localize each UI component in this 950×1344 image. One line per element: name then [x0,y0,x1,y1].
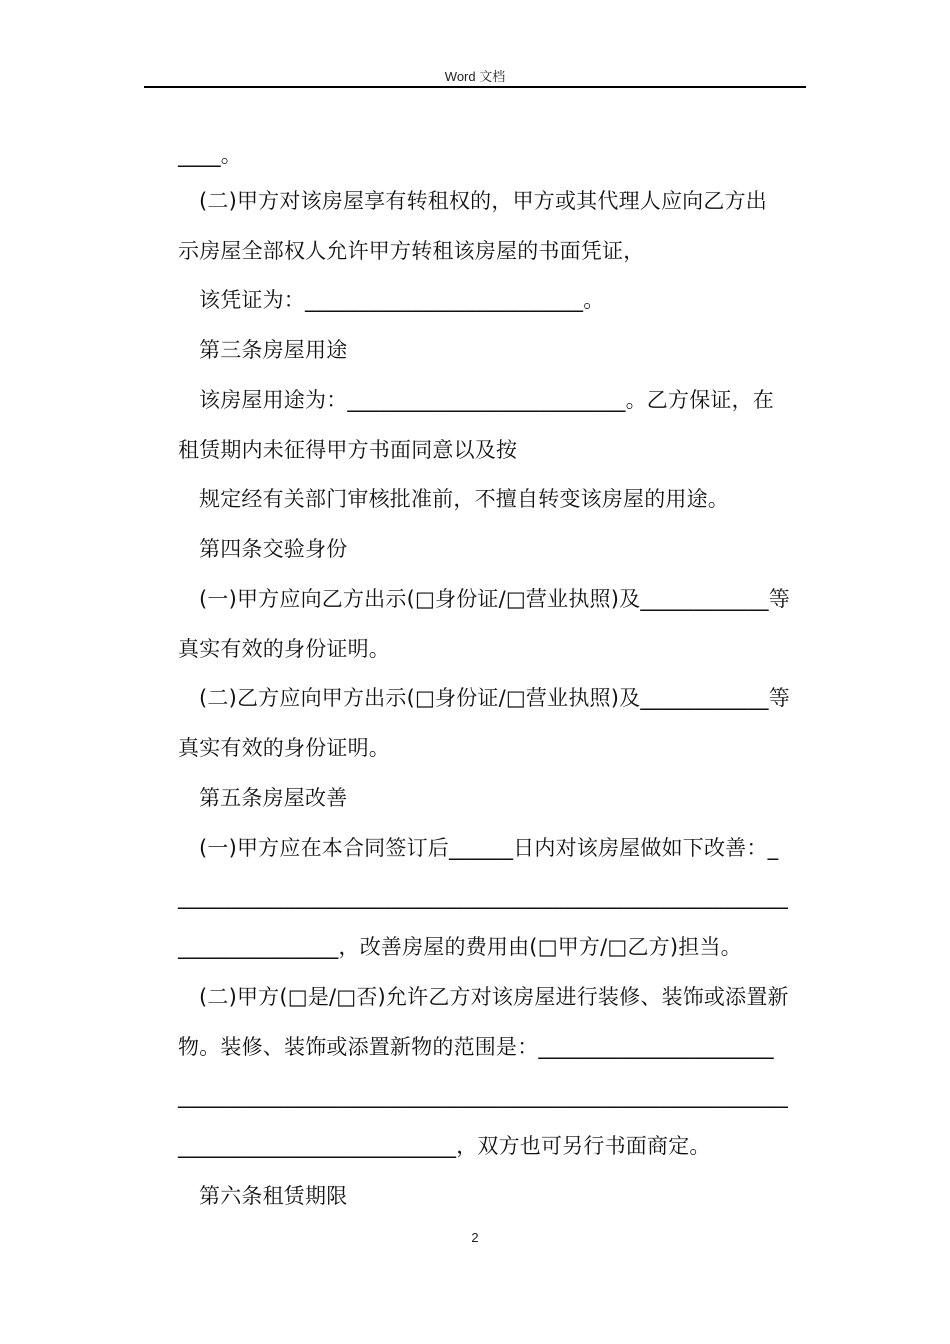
header-rule [144,86,806,88]
text-line: 真实有效的身份证明。 [178,637,390,661]
section-heading: 第五条房屋改善 [199,786,348,810]
text-line: _________________________________________________________ [178,885,788,909]
text-line: (二)甲方(□是/□否)允许乙方对该房屋进行装修、装饰或添置新 [199,985,789,1009]
text-line: (一)甲方应在本合同签订后______日内对该房屋做如下改善：_ [199,836,779,860]
text-line: (一)甲方应向乙方出示(□身份证/□营业执照)及____________等 [199,587,790,611]
text-line: _______________，改善房屋的费用由(□甲方/□乙方)担当。 [178,935,742,959]
page-header: Word 文档 [444,69,506,84]
text-line: ____。 [178,143,242,167]
text-line: 该房屋用途为：__________________________。乙方保证，在 [199,388,774,412]
section-heading: 第六条租赁期限 [199,1184,348,1208]
text-line: 该凭证为：__________________________。 [199,288,605,312]
section-heading: 第三条房屋用途 [199,338,348,362]
text-line: (二)乙方应向甲方出示(□身份证/□营业执照)及____________等 [199,686,790,710]
text-line: 规定经有关部门审核批准前，不擅自转变该房屋的用途。 [199,487,729,511]
section-heading: 第四条交验身份 [199,537,348,561]
text-line: __________________________，双方也可另行书面商定。 [178,1134,711,1158]
page-number: 2 [471,1230,479,1245]
text-line: 物。装修、装饰或添置新物的范围是：______________________ [178,1035,774,1059]
text-line: 示房屋全部权人允许甲方转租该房屋的书面凭证， [178,239,645,263]
text-line: 真实有效的身份证明。 [178,736,390,760]
text-line: (二)甲方对该房屋享有转租权的，甲方或其代理人应向乙方出 [199,189,767,213]
text-line: 租赁期内未征得甲方书面同意以及按 [178,438,518,462]
text-line: _________________________________________________________ [178,1084,788,1108]
